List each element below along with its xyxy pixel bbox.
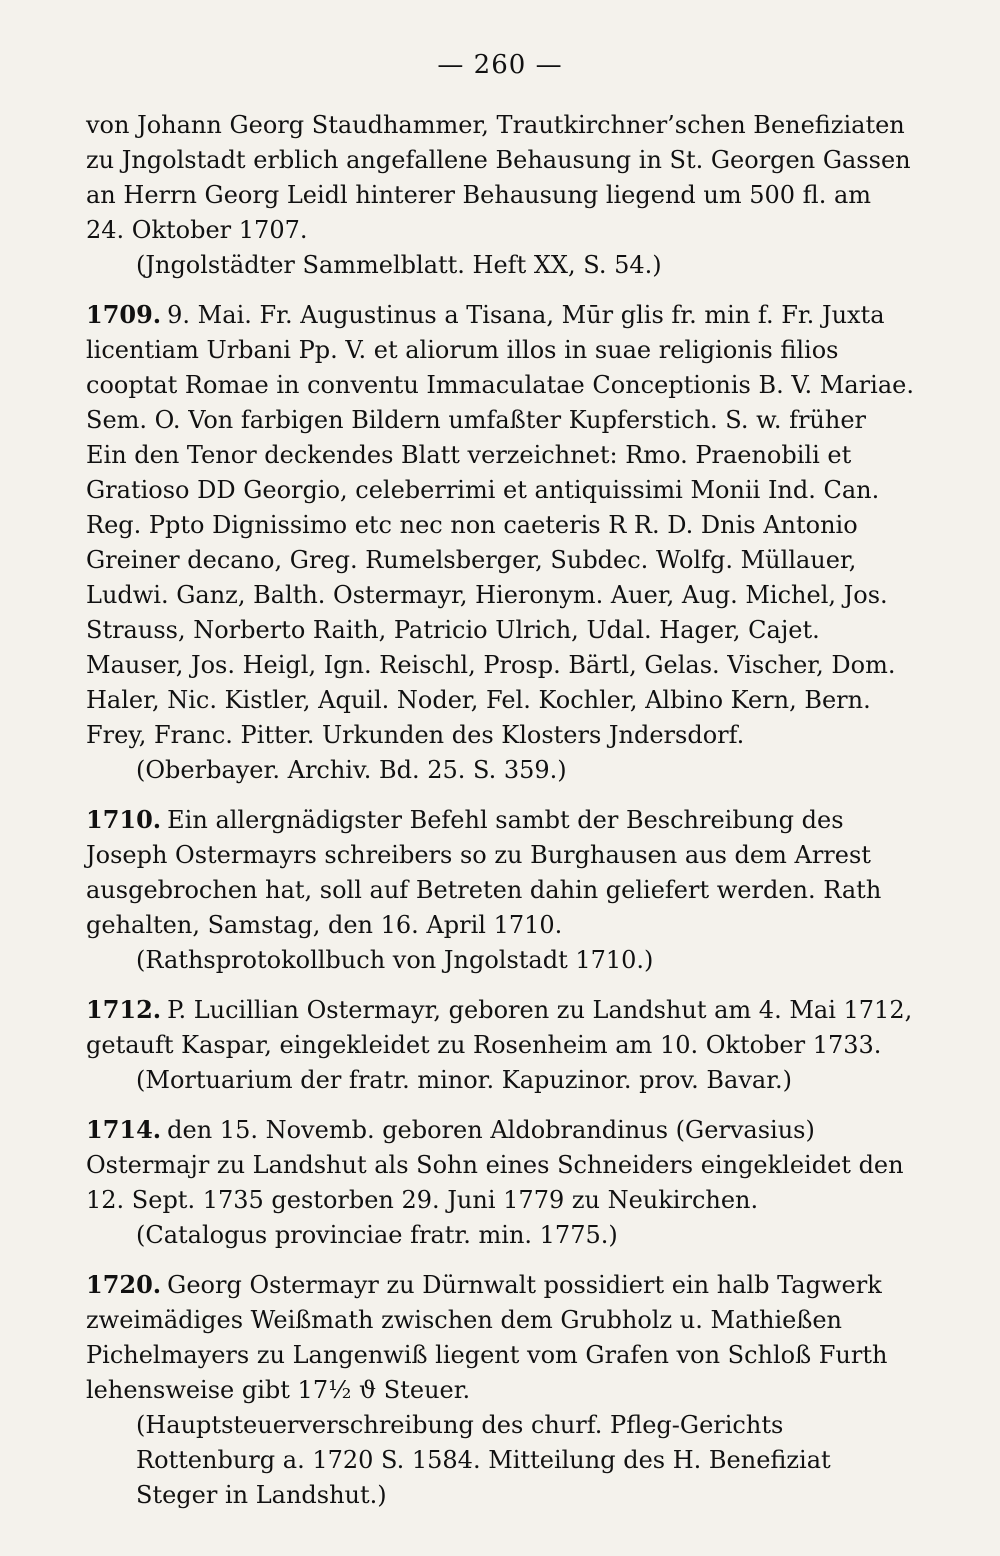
entry-1712 — [86, 992, 914, 1098]
page-number: — 260 — — [437, 50, 563, 80]
entry-text: von Johann Georg Staudhammer, Trautkirchner’schen Benefiziaten zu Jngolstadt erblich angefallene Behausung in St. Georgen Gassen an Herrn Georg Leidl hinterer Behausung liegend um 500 fl. am 24. Oktober 1707. — [86, 111, 911, 244]
entry-1714 — [86, 1112, 914, 1253]
entry-year: 1714. — [86, 1115, 162, 1144]
entry-1709 — [86, 297, 914, 788]
entry-year: 1709. — [86, 300, 162, 329]
entry-text: 1720. Georg Ostermayr zu Dürnwalt possidiert ein halb Tagwerk zweimädiges Weißmath zwischen dem Grubholz u. Mathießen Pichelmayers zu Langenwiß liegent vom Grafen von Schloß Furth lehensweise gibt 17½ ϑ Steuer. — [86, 1270, 888, 1404]
entry-source: (Hauptsteuerverschreibung des churf. Pfleg-Gerichts Rottenburg a. 1720 S. 1584. Mitteilung des H. Benefiziat Steger in Landshut.) — [136, 1411, 831, 1509]
entry-source: (Jngolstädter Sammelblatt. Heft XX, S. 54.) — [136, 251, 662, 279]
entry-text: 1712. P. Lucillian Ostermayr, geboren zu Landshut am 4. Mai 1712, getauft Kaspar, eingekleidet zu Rosenheim am 10. Oktober 1733. — [86, 995, 913, 1059]
entry-source: (Rathsprotokollbuch von Jngolstadt 1710.) — [136, 946, 654, 974]
entry-text: 1714. den 15. Novemb. geboren Aldobrandinus (Gervasius) Ostermajr zu Landshut als Sohn eines Schneiders eingekleidet den 12. Sept. 1735 gestorben 29. Juni 1779 zu Neukirchen. — [86, 1115, 904, 1214]
entry-source: (Catalogus provinciae fratr. min. 1775.) — [136, 1221, 618, 1249]
page-body — [86, 108, 914, 1513]
entry-1710 — [86, 802, 914, 978]
entry-year: 1720. — [86, 1270, 162, 1299]
entry-text: 1710. Ein allergnädigster Befehl sambt der Beschreibung des Joseph Ostermayrs schreibers so zu Burghausen aus dem Arrest ausgebrochen hat, soll auf Betreten dahin geliefert werden. Rath gehalten, Samstag, den 16. April 1710. — [86, 805, 882, 939]
entry-year: 1710. — [86, 805, 162, 834]
entry-source: (Mortuarium der fratr. minor. Kapuzinor. prov. Bavar.) — [136, 1066, 793, 1094]
entry-1720 — [86, 1267, 914, 1513]
entry-source: (Oberbayer. Archiv. Bd. 25. S. 359.) — [136, 756, 567, 784]
entry-1707 — [86, 108, 914, 283]
entry-year: 1712. — [86, 995, 162, 1024]
entry-text: 1709. 9. Mai. Fr. Augustinus a Tisana, Mūr glis fr. min f. Fr. Juxta licentiam Urbani Pp. V. et aliorum illos in suae religionis filios cooptat Romae in conventu Immaculatae Conceptionis B. V. Mariae. Sem. O. Von farbigen Bildern umfaßter Kupferstich. S. w. früher Ein den Tenor deckendes Blatt verzeichnet: Rmo. Praenobili et Gratioso DD Georgio, celeberrimi et antiquissimi Monii Ind. Can. Reg. Ppto Dignissimo etc nec non caeteris R R. D. Dnis Antonio Greiner decano, Greg. Rumelsberger, Subdec. Wolfg. Müllauer, Ludwi. Ganz, Balth. Ostermayr, Hieronym. Auer, Aug. Michel, Jos. Strauss, Norberto Raith, Patricio Ulrich, Udal. Hager, Cajet. Mauser, Jos. Heigl, Ign. Reischl, Prosp. Bärtl, Gelas. Vischer, Dom. Haler, Nic. Kistler, Aquil. Noder, Fel. Kochler, Albino Kern, Bern. Frey, Franc. Pitter. Urkunden des Klosters Jndersdorf. — [86, 300, 914, 749]
